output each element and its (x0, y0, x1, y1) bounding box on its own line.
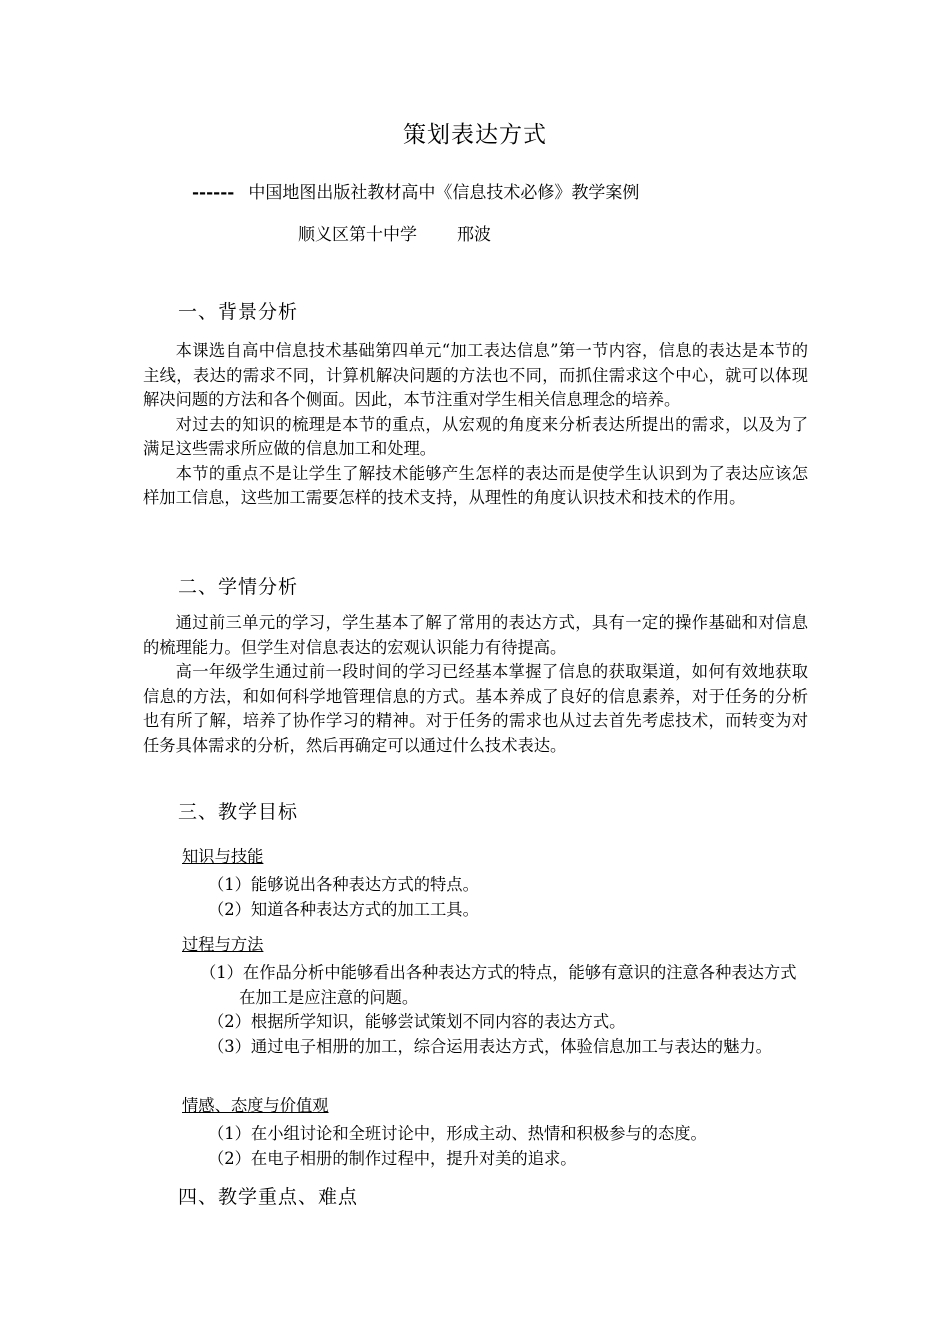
section-body-background (143, 339, 808, 511)
objective-group-label: 情感、态度与价值观 (182, 1096, 329, 1115)
paragraph: 对过去的知识的梳理是本节的重点，从宏观的角度来分析表达所提出的需求，以及为了满足这些需求所应做的信息加工和处理。 (143, 414, 808, 458)
section-heading-learners: 二、学情分析 (178, 576, 299, 598)
document-title: 策划表达方式 (403, 122, 547, 148)
objective-item: （2）根据所学知识，能够尝试策划不同内容的表达方式。 (208, 1012, 626, 1031)
paragraph: 通过前三单元的学习，学生基本了解了常用的表达方式，具有一定的操作基础和对信息的梳理能力。但学生对信息表达的宏观认识能力有待提高。 (143, 613, 808, 657)
section-body-learners (143, 611, 808, 758)
subtitle-text: 中国地图出版社教材高中《信息技术必修》教学案例 (248, 183, 640, 203)
objective-item: （3）通过电子相册的加工，综合运用表达方式，体验信息加工与表达的魅力。 (208, 1037, 772, 1056)
document-subtitle (192, 178, 639, 203)
section-heading-background: 一、背景分析 (178, 301, 299, 323)
objective-item: （1）在小组讨论和全班讨论中，形成主动、热情和积极参与的态度。 (208, 1124, 707, 1143)
objective-item: （1）能够说出各种表达方式的特点。 (208, 875, 479, 894)
section-heading-key-points: 四、教学重点、难点 (178, 1186, 359, 1208)
objective-group-label: 过程与方法 (182, 935, 264, 954)
author-line (298, 220, 491, 245)
subtitle-dashes: ------ (192, 183, 235, 203)
objective-item: （1）在作品分析中能够看出各种表达方式的特点，能够有意识的注意各种表达方式在加工是应注意的问题。 (200, 963, 797, 1007)
paragraph: 本节的重点不是让学生了解技术能够产生怎样的表达而是使学生认识到为了表达应该怎样加工信息，这些加工需要怎样的技术支持，从理性的角度认识技术和技术的作用。 (143, 463, 808, 507)
section-heading-objectives: 三、教学目标 (178, 801, 299, 823)
author-name: 邢波 (457, 225, 491, 245)
paragraph: 高一年级学生通过前一段时间的学习已经基本掌握了信息的获取渠道，如何有效地获取信息的方法，和如何科学地管理信息的方式。基本养成了良好的信息素养，对于任务的分析也有所了解，培养了协作学习的精神。对于任务的需求也从过去首先考虑技术，而转变为对任务具体需求的分析，然后再确定可以通过什么技术表达。 (143, 662, 808, 755)
objective-item: （2）在电子相册的制作过程中，提升对美的追求。 (208, 1149, 577, 1168)
paragraph: 本课选自高中信息技术基础第四单元“加工表达信息”第一节内容，信息的表达是本节的主线，表达的需求不同，计算机解决问题的方法也不同，而抓住需求这个中心，就可以体现解决问题的方法和各个侧面。因此，本节注重对学生相关信息理念的培养。 (143, 341, 808, 409)
school-name: 顺义区第十中学 (298, 225, 417, 245)
objective-group-label: 知识与技能 (182, 847, 264, 866)
objective-item: （2）知道各种表达方式的加工工具。 (208, 900, 479, 919)
